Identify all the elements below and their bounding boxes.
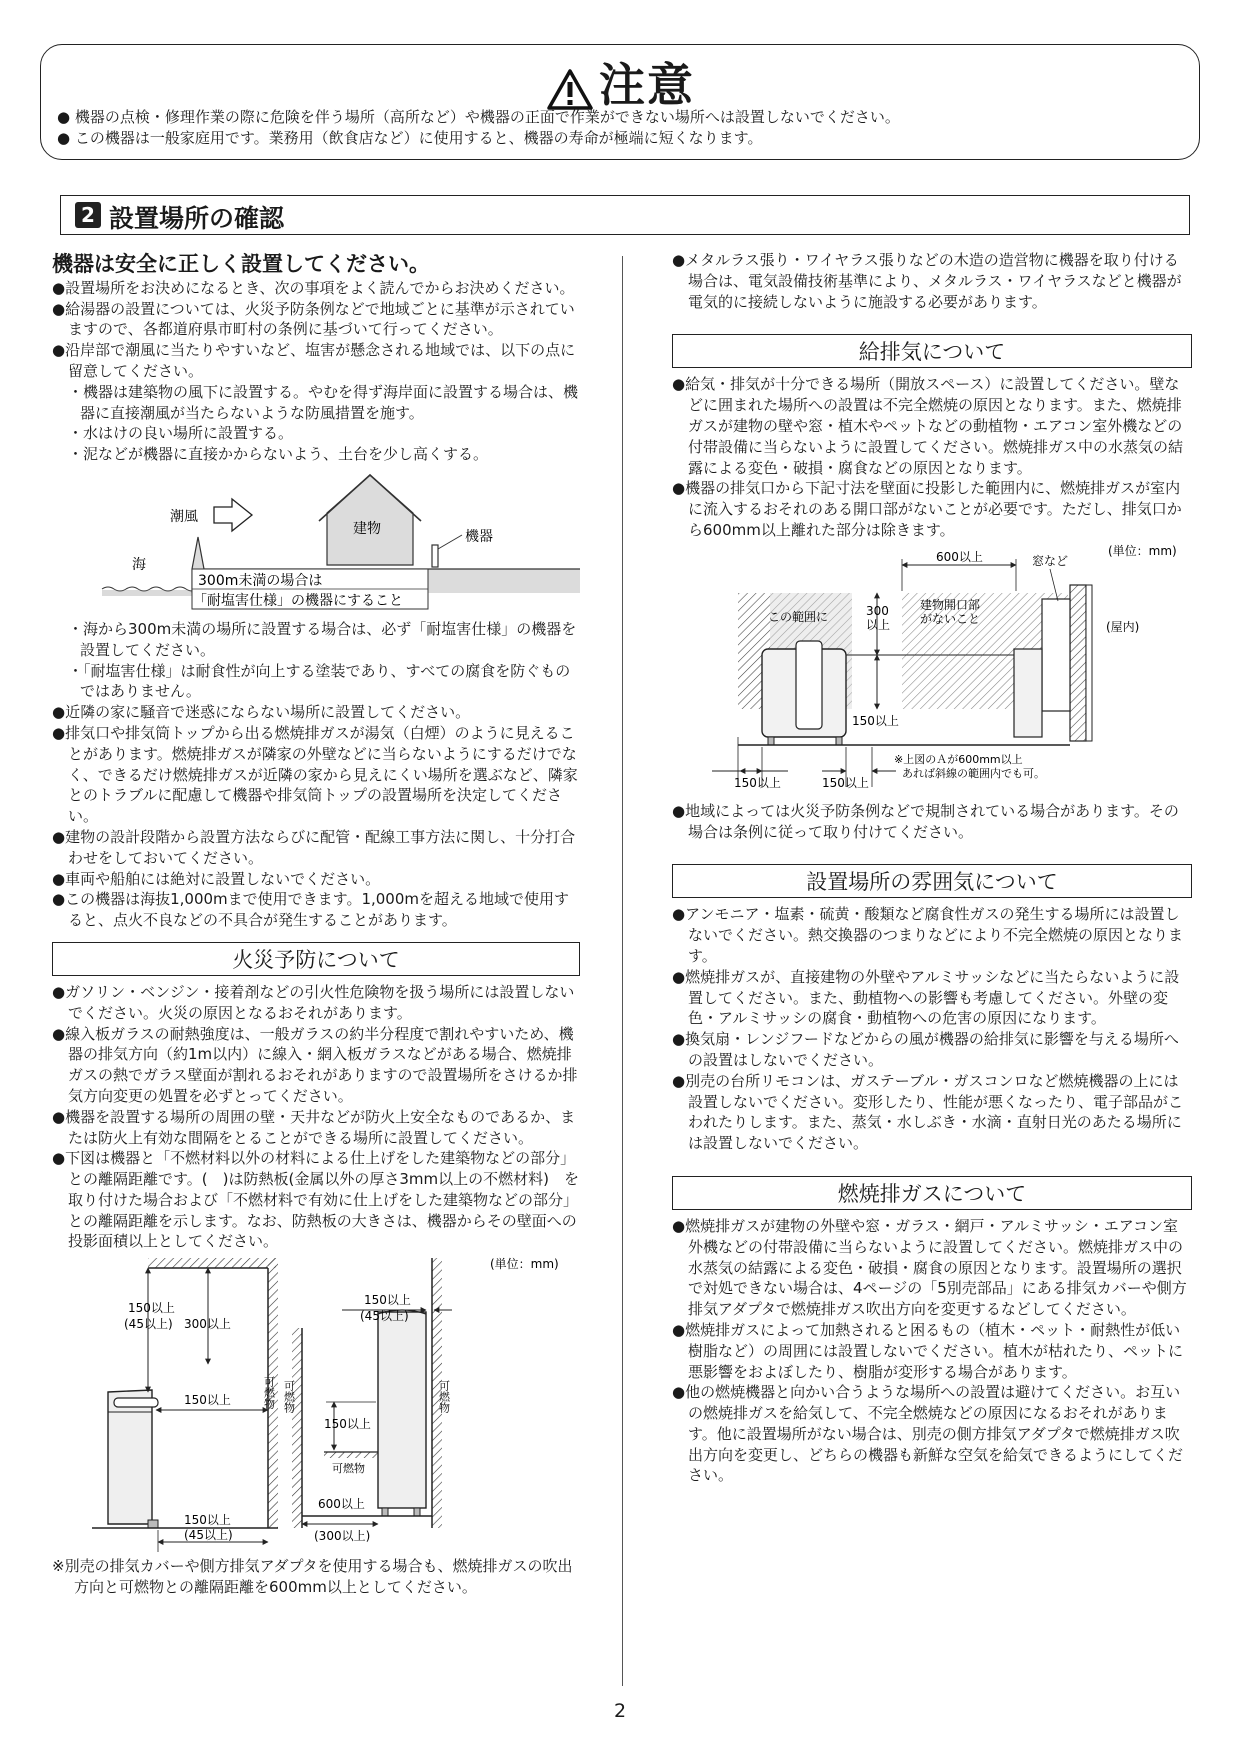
window-label: 窓など [1032,553,1069,568]
dim-150-bot: 150以上 [184,1513,231,1528]
fire-para: ●下図は機器と「不燃材料以外の材料による仕上げをした建築物などの部分」との離隔距離です。( )は防熱板(金属以外の厚さ3mm以上の不燃材料) を取り付けた場合および「不燃材料で有効に仕上げをした建築物などの部分」との離隔距離を示します。なお、防熱板の大きさは、機器からその壁面への投影面積以上としてください。 [52,1149,579,1251]
caution-box [40,44,1200,160]
building-label: 建物 [353,520,381,537]
atmosphere-heading: 設置場所の雰囲気について [672,864,1192,898]
caution-bullet-1: ● 機器の点検・修理作業の際に危険を伴う場所（高所など）や機器の正面で作業ができない場所へは設置しないでください。 [57,108,900,126]
dim-600: 600以上 [936,549,983,564]
dim-150-bot-left: 150以上 [734,775,781,790]
dim-150-bot-right: 150以上 [822,775,869,790]
section-number: 2 [75,202,101,228]
coastal-note-line1: 300m未満の場合は [198,572,323,589]
opening-label-b: がないこと [920,611,981,626]
fire-para: ●線入板ガラスの耐熱強度は、一般ガラスの約半分程度で割れやすいため、機器の排気方向（約1m以内）に線入・網入板ガラスなどがある場合、燃焼排ガスの熱でガラス壁面が割れるおそれがありますので設置場所をさけるか排気方向変更の処置を必ずとってください。 [52,1024,578,1105]
supply-para: ●給気・排気が十分できる場所（開放スペース）に設置してください。壁などに囲まれた場所への設置は不完全燃焼の原因となります。また、燃焼排ガスが建物の壁や窓・植木やペットなどの動植物・エアコン室外機などの付帯設備に当らないように設置してください。燃焼排ガス中の水蒸気の結露による変色・破損・腐食などの原因となります。 [672,375,1184,477]
clearance-unit: (単位：mm) [490,1257,559,1272]
dim-150-mid: 150以上 [184,1393,231,1408]
dim-150: 150以上 [852,713,899,728]
wind-label: 潮風 [170,508,198,525]
section-title: 設置場所の確認 [109,204,285,233]
opening-label-a: 建物開口部 [920,597,981,612]
fire-para: ●ガソリン・ベンジン・接着剤などの引火性危険物を扱う場所には設置しないでください。火災の原因となるおそれがあります。 [52,982,575,1022]
opening-unit: (単位：mm) [1108,543,1177,558]
coastal-figure [52,465,580,619]
dim-45-top: (45以上) [124,1317,173,1332]
indoor-label: (屋内) [1106,619,1140,634]
right-para-top: ●メタルラス張り・ワイヤラス張りなどの木造の造営物に機器を取り付ける場合は、電気設備技術基準により、メタルラス・ワイヤラスなどと機器が電気的に接続しないように施設する必要があります。 [672,251,1182,311]
left-para: ●建物の設計段階から設置方法ならびに配管・配線工事方法に関し、十分打合わせをしておいてください。 [52,827,576,867]
clearance-figure [52,1252,580,1552]
fire-para: ●機器を設置する場所の周囲の壁・天井などが防火上安全なものであるか、または防火上有効な間隔をとることができる場所に設置してください。 [52,1107,576,1147]
left-para: ●この機器は海抜1,000mまで使用できます。1,000mを超える地域で使用すると、点火不良などの不具合が発生することがあります。 [52,890,569,930]
dim-300: 300以上 [184,1317,231,1332]
warning-icon [547,68,593,110]
coastal-note-line2: 「耐塩害仕様」の機器にすること [193,592,403,609]
left-sub-item: ・泥などが機器に直接かからないよう、土台を少し高くする。 [68,445,489,464]
caution-bullet-2: ● この機器は一般家庭用です。業務用（飲食店など）に使用すると、機器の寿命が極端に短くなります。 [57,129,763,147]
dim-300-a: 300 [866,603,889,618]
combustible-label-r3: 可燃物 [332,1462,365,1476]
combustible-label-r1: 可燃物 [282,1380,296,1414]
dim-150-top: 150以上 [128,1301,175,1316]
left-para: ●車両や船舶には絶対に設置しないでください。 [52,869,381,888]
range-label: この範囲に [768,609,829,624]
exhaust-para: ●燃焼排ガスによって加熱されると困るもの（植木・ペット・耐熱性が低い樹脂など）の周囲には設置しないでください。植木が枯れたり、ペットに悪影響をおよぼしたり、樹脂が変形する場合があります。 [672,1320,1184,1381]
left-sub-item: ・水はけの良い場所に設置する。 [68,424,294,443]
atmosphere-para: ●換気扇・レンジフードなどからの風が機器の給排気に影響を与える場所への設置はしないでください。 [672,1030,1179,1069]
left-para: ●沿岸部で潮風に当たりやすいなど、塩害が懸念される地域では、以下の点に留意してください。 [52,341,576,380]
supply-exhaust-heading: 給排気について [672,334,1192,368]
dim-r-150: 150以上 [364,1293,411,1308]
caution-title-text: 注意 [599,58,695,112]
combustible-label: 可燃物 [262,1376,276,1410]
left-sub-item: ・機器は建築物の風下に設置する。やむを得ず海岸面に設置する場合は、機器に直接潮風が当たらないような防風措置を施す。 [68,382,579,422]
column-divider [622,256,623,1686]
exhaust-para: ●燃焼排ガスが建物の外壁や窓・ガラス・網戸・アルミサッシ・エアコン室外機などの付帯設備に当らないように設置してください。燃焼排ガス中の水蒸気の結露による変色・破損・腐食の原因となります。設置場所の選択で対処できない場合は、4ページの「5別売部品」にある排気カバーや側方排気アダプタで燃焼排ガス吹出方向を変更するなどしてください。 [672,1216,1187,1319]
dim-300-b: 以上 [866,617,891,632]
page-number: 2 [613,1700,627,1722]
atmosphere-para: ●別売の台所リモコンは、ガステーブル・ガスコンロなど燃焼機器の上には設置しないでください。変形したり、性能が悪くなったり、電子部品がこわれたりします。また、蒸気・水しぶき・水滴・直射日光のあたる場所には設置しないでください。 [672,1071,1184,1153]
dim-r-600: 600以上 [318,1497,365,1512]
left-sub-item: ・「耐塩害仕様」は耐食性が向上する塗装であり、すべての腐食を防ぐものではありません。 [68,661,571,701]
atmosphere-para: ●アンモニア・塩素・硫黄・酸類など腐食性ガスの発生する場所には設置しないでください。熱交換器のつまりなどにより不完全燃焼の原因となります。 [672,905,1184,965]
opening-range-figure [672,541,1192,791]
caution-title [41,49,1201,115]
opening-note-b: あれば斜線の範囲内でも可。 [902,766,1045,780]
exhaust-para: ●他の燃焼機器と向かい合うような場所への設置は避けてください。お互いの燃焼排ガスを給気して、不完全燃焼などの原因になるおそれがあります。他に設置場所がない場合は、別売の側方排気アダプタで燃焼排ガス吹出方向を変更し、どちらの機器も新鮮な空気を給気できるようにしてください。 [672,1383,1184,1485]
left-para: ●近隣の家に騒音で迷惑にならない場所に設置してください。 [52,703,471,722]
right-column [672,250,1192,1486]
section-header [60,195,1190,235]
left-para: ●排気口や排気筒トップから出る燃焼排ガスが湯気（白煙）のように見えることがあります。燃焼排ガスが隣家の外壁などに当らないようにするだけでなく、できるだけ燃焼排ガスが近隣の家から見えにくい場所を選ぶなど、隣家とのトラブルに配慮して機器や排気筒トップの設置場所を決定してください。 [52,723,578,826]
left-sub-item: ・海から300m未満の場所に設置する場合は、必ず「耐塩害仕様」の機器を設置してください。 [68,619,577,659]
left-footnote: ※別売の排気カバーや側方排気アダプタを使用する場合も、燃焼排ガスの吹出方向と可燃物との離隔距離を600mm以上としてください。 [52,1557,573,1597]
left-heading: 機器は安全に正しく設置してください。 [52,252,430,276]
supply-para: ●機器の排気口から下記寸法を壁面に投影した範囲内に、燃焼排ガスが室内に流入するおそれのある開口部がないことが必要です。ただし、排気口から600mm以上離れた部分は除きます。 [672,479,1182,539]
left-column [52,254,580,1598]
dim-r-300: (300以上) [314,1529,371,1544]
atmosphere-para: ●燃焼排ガスが、直接建物の外壁やアルミサッシなどに当たらないように設置してください。また、動植物への影響も考慮してください。外壁の変色・アルミサッシの腐食・動植物への危害の原因になります。 [672,967,1180,1028]
dim-r-45: (45以上) [360,1309,409,1324]
left-para: ●設置場所をお決めになるとき、次の事項をよく読んでからお決めください。 [52,278,575,297]
left-para: ●給湯器の設置については、火災予防条例などで地域ごとに基準が示されていますので、各都道府県市町村の条例に基づいて行ってください。 [52,299,575,339]
fire-local-para: ●地域によっては火災予防条例などで規制されている場合があります。その場合は条例に従って取り付けてください。 [672,801,1179,841]
sea-label: 海 [132,556,146,573]
exhaust-gas-heading: 燃焼排ガスについて [672,1176,1192,1210]
opening-note-a: ※上図のＡが600mm以上 [894,752,1023,766]
device-label: 機器 [465,528,493,545]
dim-45-bot: (45以上) [184,1528,233,1543]
combustible-label-r2: 可燃物 [437,1380,451,1414]
fire-prevention-heading: 火災予防について [52,942,580,976]
dim-r-150-v: 150以上 [324,1417,371,1432]
